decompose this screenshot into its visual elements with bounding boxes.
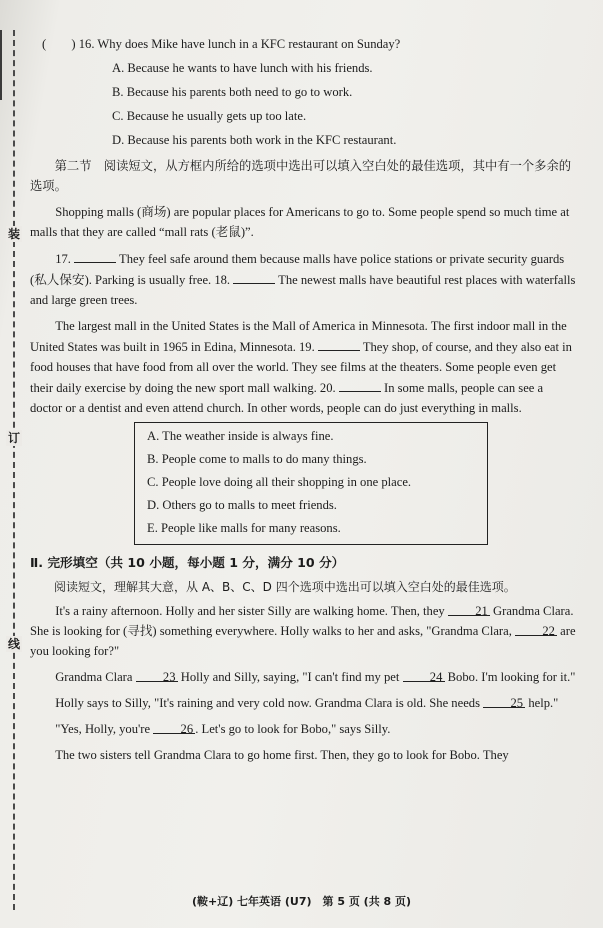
binding-mark-ding: 订 <box>7 431 20 445</box>
q16-option-b: B. Because his parents both need to go to work. <box>112 85 353 99</box>
blank-24: 24 <box>403 667 445 682</box>
cloze-p4-end: . Let's go to look for Bobo," says Silly. <box>195 722 391 736</box>
blank-23: 23 <box>136 667 178 682</box>
box-option-c: C. People love doing all their shopping in one place. <box>147 475 412 489</box>
binding-dashes <box>13 30 15 910</box>
page-edge-line <box>0 30 2 100</box>
q16-option-d: D. Because his parents both work in the KFC restaurant. <box>112 133 397 147</box>
cloze-p1-end: are you looking for?" <box>30 624 576 658</box>
blank-21: 21 <box>448 601 490 616</box>
cloze-p1-start: It's a rainy afternoon. Holly and her sister Silly are walking home. Then, they <box>55 604 445 618</box>
binding-mark-zhuang: 装 <box>7 227 20 241</box>
cloze-p2-start: Grandma Clara <box>55 670 133 684</box>
blank-17-label: 17. <box>55 252 71 266</box>
passage-paragraph-3-end: In some malls, people can see a doctor or a dentist and even attend church. In other words, people can do just everything in malls. <box>30 381 544 415</box>
passage-paragraph-2-end: The newest malls have beautiful rest places with waterfalls and large green trees. <box>30 273 576 307</box>
passage-paragraph-2-mid: They feel safe around them because malls have police stations or private security guards (私人保安). Parking is usually free. 18. <box>30 252 565 287</box>
part2-heading: Ⅱ. 完形填空（共 10 小题，每小题 1 分，满分 10 分） <box>30 555 345 570</box>
cloze-p3-start: Holly says to Silly, "It's raining and very cold now. Grandma Clara is old. She needs <box>55 696 480 710</box>
binding-mark-xian: 线 <box>7 637 20 651</box>
page-footer: (鞍+辽) 七年英语 (U7) 第 5 页 (共 8 页) <box>191 895 412 908</box>
cloze-p1-mid: Grandma Clara. She is looking for (寻找) something everywhere. Holly walks to her and asks, "Grandma Clara, <box>30 604 574 638</box>
cloze-paragraph-3 <box>30 693 578 713</box>
blank-26: 26 <box>153 719 195 734</box>
blank-18 <box>233 269 275 284</box>
blank-20 <box>339 377 381 392</box>
section2-instruction: 第二节 阅读短文，从方框内所给的选项中选出可以填入空白处的最佳选项，其中有一个多余的选项。 <box>30 159 572 193</box>
passage-paragraph-3 <box>30 316 578 418</box>
blank-17 <box>74 248 116 263</box>
cloze-paragraph-2 <box>30 667 578 687</box>
box-option-a: A. The weather inside is always fine. <box>147 429 334 443</box>
page-content <box>30 34 578 765</box>
part2-instruction: 阅读短文，理解其大意，从 A、B、C、D 四个选项中选出可以填入空白处的最佳选项。 <box>54 580 516 594</box>
passage-paragraph-3-mid: They shop, of course, and they also eat in food houses that have food from all over the world. They see films at the theaters. Some people even get their daily exercise by doing the new sport mall walking. 20. <box>30 340 572 395</box>
blank-19 <box>318 336 360 351</box>
cloze-p4-start: "Yes, Holly, you're <box>55 722 151 736</box>
cloze-p3-end: help." <box>528 696 559 710</box>
blank-25: 25 <box>483 693 525 708</box>
options-box <box>134 422 488 545</box>
cloze-paragraph-4 <box>30 719 578 739</box>
cloze-paragraph-5: The two sisters tell Grandma Clara to go home first. Then, they go to look for Bobo. They <box>55 748 509 762</box>
q16-option-c: C. Because he usually gets up too late. <box>112 109 307 123</box>
binding-line <box>4 30 24 910</box>
passage-paragraph-2 <box>30 248 578 310</box>
box-option-e: E. People like malls for many reasons. <box>147 521 341 535</box>
cloze-p2-mid: Holly and Silly, saying, "I can't find my pet <box>180 670 400 684</box>
box-option-d: D. Others go to malls to meet friends. <box>147 498 337 512</box>
passage-paragraph-1: Shopping malls (商场) are popular places for Americans to go to. Some people spend so much time at malls that they are called “mall rats (老鼠)”. <box>30 205 570 239</box>
cloze-paragraph-1 <box>30 601 578 661</box>
passage-paragraph-3-start: The largest mall in the United States is the Mall of America in Minnesota. The first indoor mall in the United States was built in 1965 in Edina, Minnesota. 19. <box>30 319 567 354</box>
blank-22: 22 <box>515 621 557 636</box>
cloze-p2-end: Bobo. I'm looking for it." <box>447 670 576 684</box>
q16-option-a: A. Because he wants to have lunch with his friends. <box>112 61 373 75</box>
question-16-stem: ( ) 16. Why does Mike have lunch in a KFC restaurant on Sunday? <box>42 37 401 51</box>
box-option-b: B. People come to malls to do many things. <box>147 452 367 466</box>
